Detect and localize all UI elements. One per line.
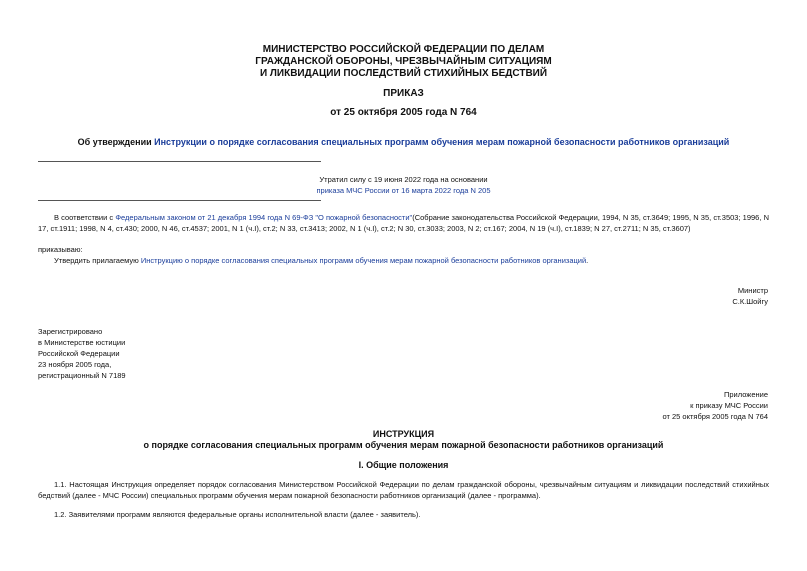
document-title [0, 137, 807, 148]
signature-position: Министр [737, 286, 768, 295]
appendix-line-1: Приложение [724, 390, 768, 399]
title-prefix: Об утверждении [77, 137, 155, 147]
paragraph-1-1: 1.1. Настоящая Инструкция определяет порядок согласования Министерством Российской Федерации по делам гражданской обороны, чрезвычайным ситуациям и ликвидации последствий стихийных бедствий (далее - МЧС России) специальных программ обучения мерам пожарной безопасности работников организаций (далее - программа). [38, 480, 769, 500]
ministry-line-2: ГРАЖДАНСКОЙ ОБОРОНЫ, ЧРЕЗВЫЧАЙНЫМ СИТУАЦИЯМ [255, 56, 552, 67]
ministry-line-3: И ЛИКВИДАЦИИ ПОСЛЕДСТВИЙ СТИХИЙНЫХ БЕДСТВИЙ [259, 68, 548, 79]
registration-line-3: Российской Федерации [38, 349, 120, 358]
divider-bottom [38, 200, 321, 201]
title-instruction-link[interactable]: Инструкции о порядке согласования специальных программ обучения мерам пожарной безопасности работников организаций [154, 137, 730, 147]
instruction-subtitle: о порядке согласования специальных программ обучения мерам пожарной безопасности работников организаций [143, 440, 664, 450]
approve-suffix: . [586, 256, 589, 265]
ministry-line-1: МИНИСТЕРСТВО РОССИЙСКОЙ ФЕДЕРАЦИИ ПО ДЕЛАМ [262, 44, 545, 55]
approve-paragraph [54, 255, 769, 266]
signature-name: С.К.Шойгу [732, 297, 768, 306]
registration-line-4: 23 ноября 2005 года, [38, 360, 112, 369]
registration-line-5: регистрационный N 7189 [38, 371, 126, 380]
fire-safety-law-link[interactable]: Федеральным законом от 21 декабря 1994 года N 69-ФЗ "О пожарной безопасности" [115, 213, 413, 222]
repeal-note-line: Утратил силу с 19 июня 2022 года на основании [319, 175, 488, 184]
preamble-prefix: В соответствии с [54, 213, 116, 222]
appendix-line-2: к приказу МЧС России [690, 401, 768, 410]
registration-line-1: Зарегистрировано [38, 327, 103, 336]
section-heading: I. Общие положения [358, 460, 449, 470]
repeal-order-link[interactable]: приказа МЧС России от 16 марта 2022 года N 205 [316, 186, 491, 195]
preamble-rest: (Собрание законодательства Российской Федерации, 1994, N 35, ст.3649; 1995, N 35, ст.3503; 1996, N 17, ст.1911; 1998, N 4, ст.430; 2000, N 46, ст.4537; 2001, N 1 (ч.I), ст.2; N 33, ст.3413; 2002, N 1 (ч.I), ст.2; N 30, ст.3033; 2003, N 2; ст.167; 2004, N 19 (ч.I), ст.1839; N 27, ст.2711; N 35, ст.3607) [38, 213, 769, 233]
approve-prefix: Утвердить прилагаемую [54, 256, 141, 265]
instruction-title: ИНСТРУКЦИЯ [372, 429, 435, 439]
preamble-paragraph [38, 212, 769, 234]
approve-instruction-link[interactable]: Инструкцию о порядке согласования специальных программ обучения мерам пожарной безопасности работников организаций [140, 256, 587, 265]
paragraph-1-2: 1.2. Заявителями программ являются федеральные органы исполнительной власти (далее - заявитель). [54, 510, 421, 519]
order-date: от 25 октября 2005 года N 764 [330, 107, 477, 118]
registration-line-2: в Министерстве юстиции [38, 338, 126, 347]
repeal-note-link-line [0, 185, 807, 196]
appendix-line-3: от 25 октября 2005 года N 764 [662, 412, 768, 421]
order-word: приказываю: [38, 245, 83, 254]
order-heading: ПРИКАЗ [383, 88, 424, 99]
divider-top [38, 161, 321, 162]
